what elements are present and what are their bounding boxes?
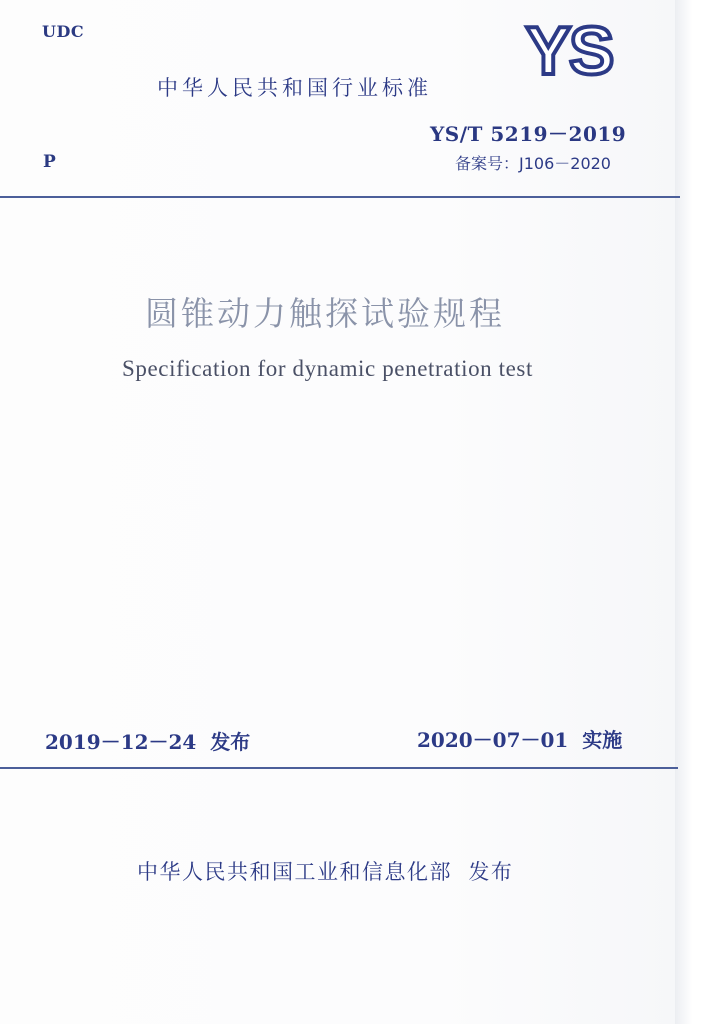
udc-label: UDC (42, 22, 85, 41)
issue-date: 2019－12－24 发布 (45, 730, 251, 754)
top-divider (0, 196, 680, 198)
page-edge-shadow (675, 0, 725, 1024)
category-code: P (43, 152, 56, 172)
bottom-divider (0, 767, 678, 769)
svg-text:YS: YS (525, 14, 613, 84)
implementation-date: 2020－07－01 实施 (417, 728, 623, 752)
document-title-chinese: 圆锥动力触探试验规程 (145, 294, 505, 333)
document-title-english: Specification for dynamic penetration test (122, 356, 533, 381)
standard-type-heading: 中华人民共和国行业标准 (157, 76, 432, 100)
issuing-authority: 中华人民共和国工业和信息化部 发布 (137, 860, 514, 884)
record-number: 备案号：J106－2020 (455, 154, 611, 173)
standard-number: YS/T 5219－2019 (430, 122, 627, 146)
ys-logo (508, 14, 630, 84)
